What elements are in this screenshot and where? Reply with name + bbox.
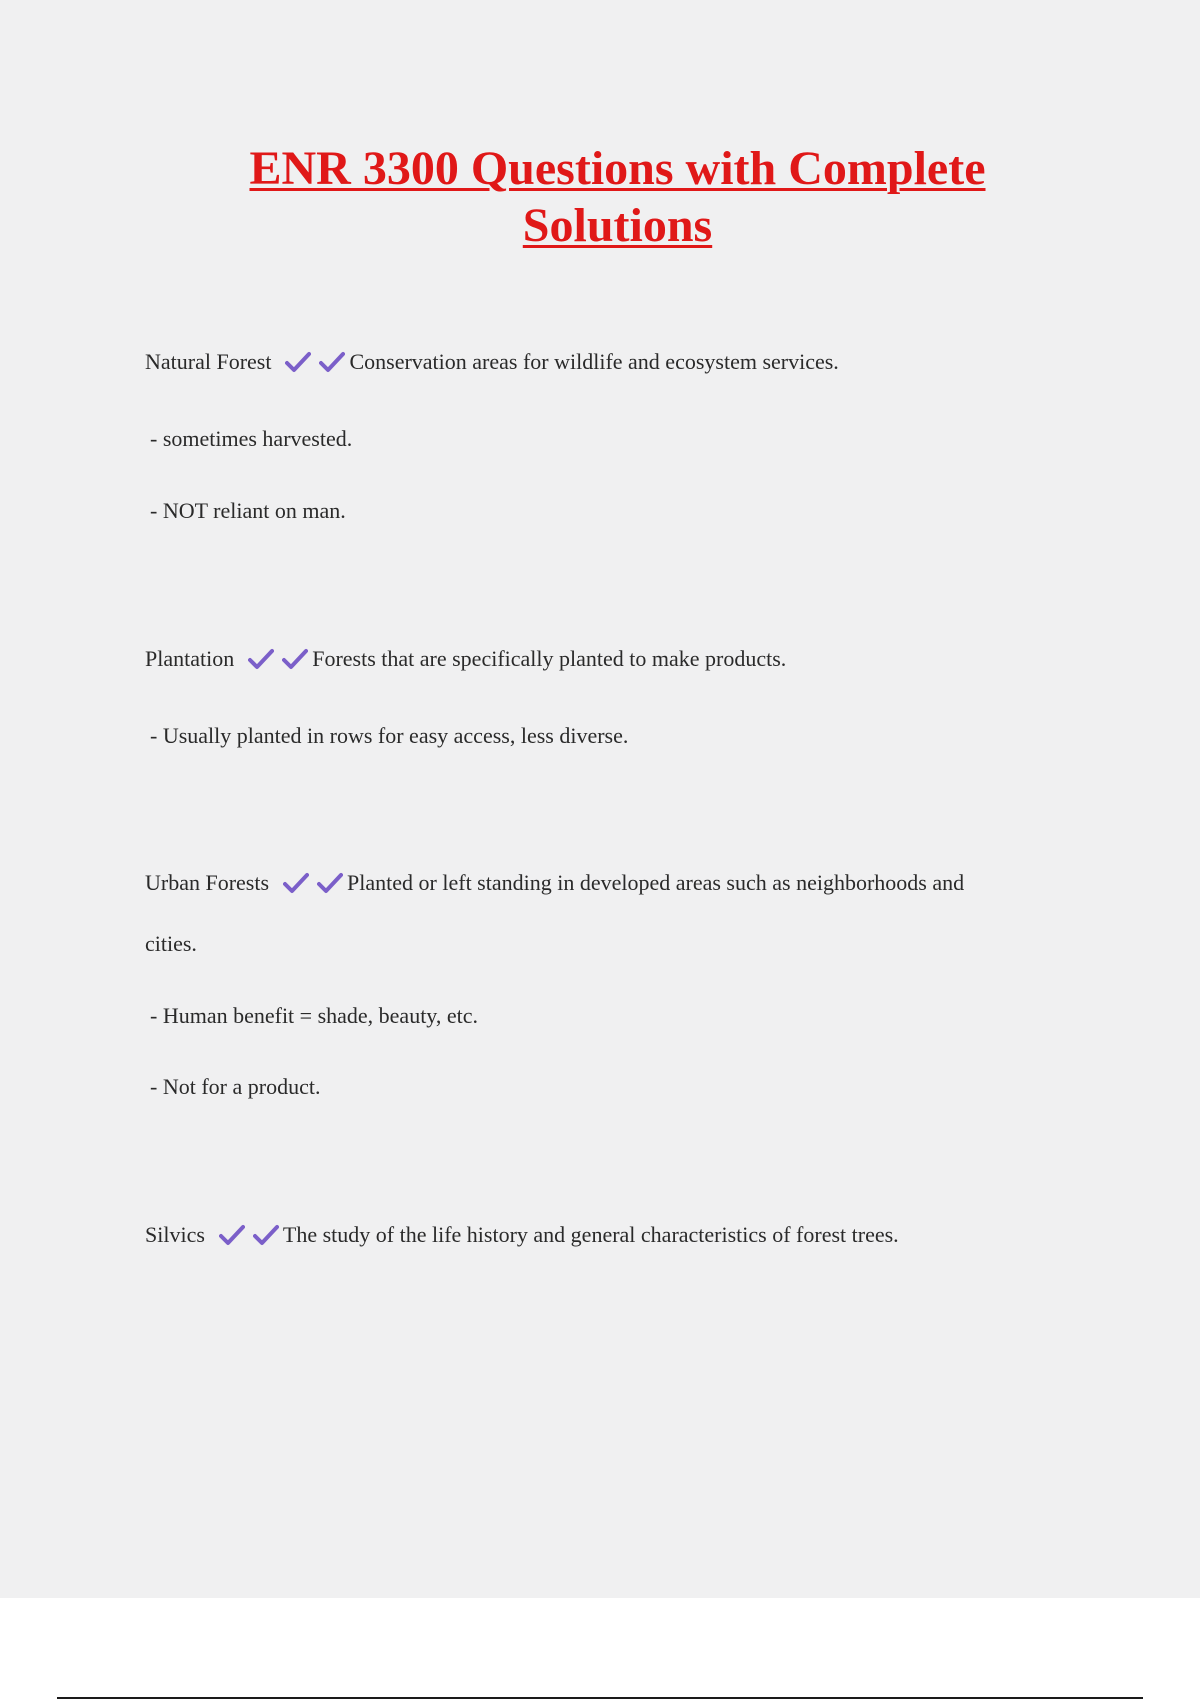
title-line-2: Solutions	[522, 199, 713, 252]
checkmark-icon	[219, 1224, 245, 1246]
footer-divider	[57, 1697, 1143, 1699]
entry-note: - Not for a product.	[150, 1074, 321, 1099]
entry-term: Natural Forest	[145, 349, 272, 374]
entry-definition: Conservation areas for wildlife and ecosystem services.	[349, 349, 839, 374]
checkmark-icon	[282, 648, 308, 670]
entry-silvics	[145, 1221, 899, 1253]
entry-natural-forest	[145, 348, 839, 380]
entry-note: - Human benefit = shade, beauty, etc.	[150, 1003, 479, 1028]
checkmark-icon	[319, 351, 345, 373]
entry-definition: Planted or left standing in developed areas such as neighborhoods and	[347, 870, 965, 895]
answer-marks	[283, 872, 343, 901]
entry-definition: The study of the life history and general characteristics of forest trees.	[282, 1222, 899, 1247]
document-title	[0, 140, 1200, 254]
entry-plantation	[145, 645, 786, 677]
checkmark-icon	[283, 872, 309, 894]
answer-marks	[248, 648, 308, 677]
entry-note: - sometimes harvested.	[150, 426, 353, 451]
entry-definition-continued: cities.	[145, 931, 197, 956]
checkmark-icon	[317, 872, 343, 894]
answer-marks	[285, 351, 345, 380]
entry-term: Plantation	[145, 646, 235, 671]
entry-note: - Usually planted in rows for easy access, less diverse.	[150, 723, 629, 748]
answer-marks	[219, 1224, 279, 1253]
checkmark-icon	[285, 351, 311, 373]
checkmark-icon	[253, 1224, 279, 1246]
entry-term: Urban Forests	[145, 870, 270, 895]
entry-term: Silvics	[145, 1222, 205, 1247]
entry-definition: Forests that are specifically planted to make products.	[312, 646, 787, 671]
entry-note: - NOT reliant on man.	[150, 498, 346, 523]
title-line-1: ENR 3300 Questions with Complete	[249, 142, 986, 195]
checkmark-icon	[248, 648, 274, 670]
entry-urban-forests	[145, 869, 964, 901]
